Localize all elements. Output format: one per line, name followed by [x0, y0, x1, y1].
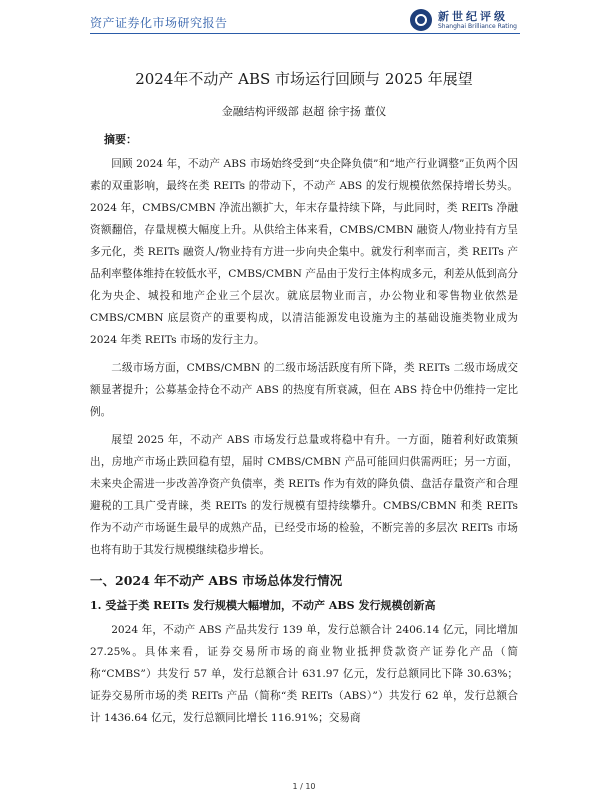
document-body: [90, 60, 518, 735]
page-header: [0, 0, 600, 42]
abstract-paragraph-2: 二级市场方面，CMBS/CMBN 的二级市场活跃度有所下降，类 REITs 二级市场成交额显著提升；公募基金持仓不动产 ABS 的热度有所衰减，但在 ABS 持仓中仍维持一定比例。: [90, 362, 518, 418]
abstract-paragraph-3: 展望 2025 年，不动产 ABS 市场发行总量或将稳中有升。一方面，随着利好政策频出，房地产市场止跌回稳有望，届时 CMBS/CMBN 产品可能回归供需两旺；另一方面，未来央企需进一步改善净资产负债率，类 REITs 作为有效的降负债、盘活存量资产和合理避税的工具广受青睐，类 REITs 的发行规模有望持续攀升。CMBS/CBMN 和类 REITs 作为不动产市场诞生最早的成熟产品，已经受市场的检验，不断完善的多层次 REITs 市场也将有助于其发行规模继续稳步增长。: [90, 434, 518, 556]
header-title: 资产证券化市场研究报告: [90, 16, 228, 30]
subsection-heading-1-1: 1. 受益于类 REITs 发行规模大幅增加，不动产 ABS 发行规模创新高: [90, 599, 436, 612]
logo-cn-text: 新世纪评级: [438, 10, 508, 23]
page-number: 1 / 10: [292, 782, 316, 791]
section-heading-1: 一、2024 年不动产 ABS 市场总体发行情况: [90, 573, 343, 588]
section-paragraph-1: 2024 年，不动产 ABS 产品共发行 139 单，发行总额合计 2406.14 亿元，同比增加 27.25%。具体来看，证券交易所市场的商业物业抵押贷款资产证券化产品（简称“CMBS”）共发行 57 单，发行总额合计 631.97 亿元，发行总额同比下降 30.63%；证券交易所市场的类 REITs 产品（简称“类 REITs（ABS）”）共发行 62 单，发行总额合计 1436.64 亿元，发行总额同比增长 116.91%；交易商: [90, 624, 518, 724]
logo-en-text: Shanghai Brilliance Rating: [438, 23, 517, 30]
abstract-paragraph-1: 回顾 2024 年，不动产 ABS 市场始终受到“央企降负债”和“地产行业调整”正负两个因素的双重影响，最终在类 REITs 的带动下，不动产 ABS 的发行规模依然保持增长势头。2024 年，CMBS/CMBN 净流出额扩大，年末存量持续下降，与此同时，类 REITs 净融资额翻倍，存量规模大幅度上升。从供给主体来看，CMBS/CMBN 融资人/物业持有方呈多元化，类 REITs 融资人/物业持有方进一步向央企集中。就发行利率而言，类 REITs 产品利率整体维持在较低水平，CMBS/CMBN 产品由于发行主体构成多元，利差从低到高分化为央企、城投和地产企业三个层次。就底层物业而言，办公物业和零售物业依然是 CMBS/CMBN 底层资产的重要构成，以清洁能源发电设施为主的基础设施类物业成为 2024 年类 REITs 市场的发行主力。: [90, 158, 518, 346]
abstract-label: 摘要：: [104, 133, 137, 146]
document-title: 2024年不动产 ABS 市场运行回顾与 2025 年展望: [135, 70, 473, 88]
brand-logo: [410, 6, 525, 36]
logo-icon: [410, 9, 432, 31]
document-authors: 金融结构评级部 赵超 徐宇扬 董仪: [221, 105, 387, 118]
